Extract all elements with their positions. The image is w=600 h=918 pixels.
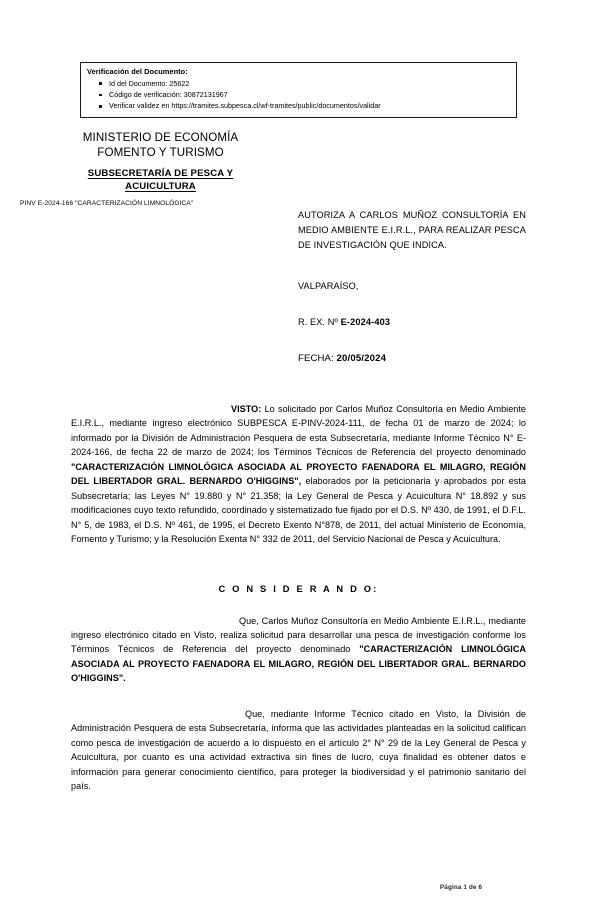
ministry-line-1: MINISTERIO DE ECONOMÍA: [82, 131, 239, 144]
document-subject: AUTORIZA A CARLOS MUÑOZ CONSULTORÍA EN MEDIO AMBIENTE E.I.R.L., PARA REALIZAR PESCA DE INVESTIGACIÓN QUE INDICA.: [298, 210, 526, 250]
project-reference: PINV E-2024-166 "CARACTERIZACIÓN LIMNOLÓGICA": [20, 200, 194, 208]
subsecretaria-line-1: SUBSECRETARÍA DE PESCA Y: [87, 167, 234, 179]
resolution-label: R. EX. Nº: [298, 316, 341, 327]
heading-column: [298, 208, 526, 364]
spacer: [71, 695, 526, 707]
letterhead: [18, 130, 303, 207]
subsecretaria-line-2: ACUICULTURA: [125, 180, 196, 192]
verification-item-url: Verificar validez en https://tramites.subpesca.cl/wf-tramites/public/documentos/validar: [109, 100, 512, 111]
date-value: 20/05/2024: [336, 352, 387, 364]
verification-item-code: Código de verificación: 30872131967: [109, 89, 512, 100]
resolution-number: E-2024-403: [340, 316, 391, 327]
page-number: Página 1 de 6: [439, 884, 483, 891]
verification-title: Verificación del Documento:: [87, 67, 188, 76]
page-footer: [0, 876, 600, 894]
paragraph-considerando-2: [71, 707, 526, 794]
paragraph-visto: [71, 402, 526, 547]
date-label: FECHA:: [298, 352, 337, 364]
paragraph-considerando-1: [71, 614, 526, 686]
verification-box: [80, 62, 517, 118]
verification-list: [87, 78, 512, 112]
document-body: [71, 402, 526, 803]
date-line: [298, 353, 526, 364]
resolution-number-line: [298, 317, 526, 327]
project-name-second: "CARACTERIZACIÓN LIMNOLÓGICA ASOCIADA AL PROYECTO FAENADORA EL MILAGRO, REGIÓN DEL LIBERTADOR GRAL. BERNARDO O'HIGGINS".: [71, 644, 527, 684]
place-line: VALPARAÍSO,: [298, 280, 359, 291]
considerando-2-text: Que, mediante Informe Técnico citado en Visto, la División de Administración Pesquera de esta Subsecretaría, informa que las actividades planteadas en la solicitud califican como pesca de investigación de acuerdo a lo dispuesto en el artículo 2° N° 29 de la Ley General de Pesca y Acuicultura, por cuanto es una actividad extractiva sin fines de lucro, cuya finalidad es obtener datos e información para generar conocimiento científico, para proteger la biodiversidad y el patrimonio sanitario del país.: [71, 708, 526, 792]
ministry-line-2: FOMENTO Y TURISMO: [97, 146, 224, 160]
visto-label: VISTO:: [231, 404, 262, 414]
visto-text-a: Lo solicitado por Carlos Muñoz Consultoría en Medio Ambiente E.I.R.L., mediante ingreso electrónico SUBPESCA E-PINV-2024-111, de fecha 01 de marzo de 2024; lo informado por la División de Administración Pesquera de esta Subsecretaría, mediante Informe Técnico N° E-2024-166, de fecha 22 de marzo de 2024; los Términos Técnicos de Referencia del proyecto denominado: [71, 404, 526, 458]
subsecretaria-heading: [18, 167, 303, 193]
spacer: [71, 556, 526, 562]
visto-text-b: elaborados por la peticionaria y aprobados por esta Subsecretaría; las Leyes N° 19.880 y N° 21.358; la Ley General de Pesca y Acuicultura N° 18.892 y sus modificaciones cuyo texto refundido, coordinado y sistematizado fue fijado por el D.S. Nº 430, de 1991, el D.F.L. N° 5, de 1983, el D.S. Nº 461, de 1995, el Decreto Exento N°878, de 2011, del actual Ministerio de Economía, Fomento y Turismo; y la Resolución Exenta N° 332 de 2011, del Servicio Nacional de Pesca y Acuicultura.: [71, 476, 526, 545]
project-name-first: "CARACTERIZACIÓN LIMNOLÓGICA ASOCIADA AL PROYECTO FAENADORA EL MILAGRO, REGIÓN DEL LIBERTADOR GRAL. BERNARDO O'HIGGINS",: [71, 461, 526, 487]
verification-item-document-id: Id del Documento: 25622: [109, 78, 512, 89]
considerando-heading: C O N S I D E R A N D O:: [218, 583, 379, 594]
considerando-1-text: Que, Carlos Muñoz Consultoría en Medio Ambiente E.I.R.L., mediante ingreso electrónico citado en Visto, realiza solicitud para desarrollar una pesca de investigación conforme los Términos Técnicos de Referencia del proyecto denominado: [71, 615, 526, 655]
